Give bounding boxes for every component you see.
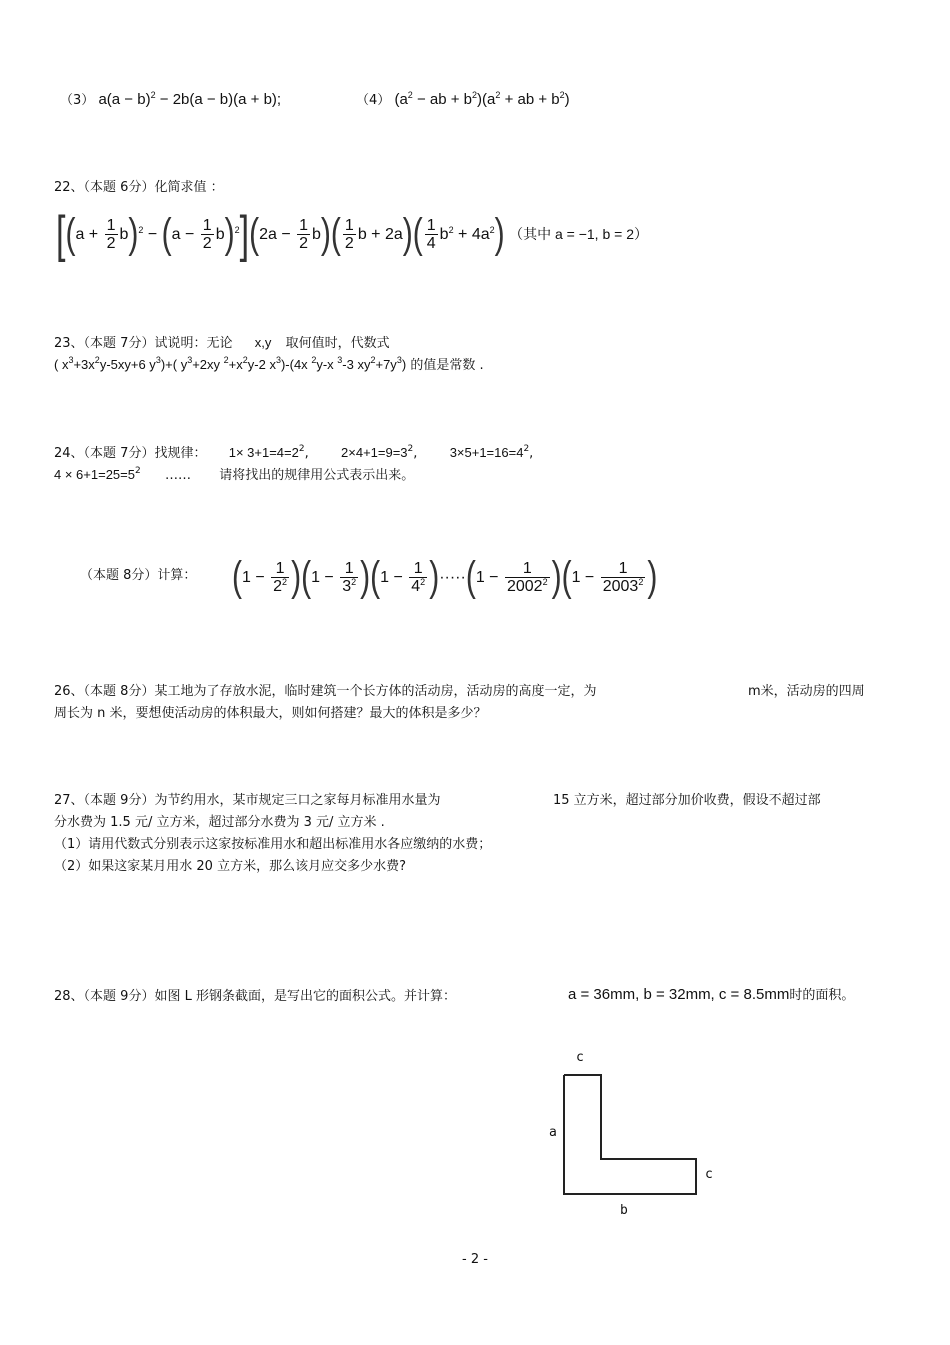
q26-line2: 周长为 n 米，要想使活动房的体积最大，则如何搭建？最大的体积是多少？	[54, 706, 487, 721]
page-number: - 2 -	[462, 1252, 488, 1267]
q24-line2: $4 \times 6+1=25=5^2$ …… 请将找出的规律用公式表示出来。	[54, 466, 415, 483]
q21-part4	[356, 90, 570, 111]
l-shape-outline	[564, 1075, 696, 1194]
q28-line1: 28、（本题 9分）如图 L 形钢条截面，是写出它的面积公式。并计算：	[54, 989, 456, 1004]
fig-label-c-top: c	[576, 1050, 584, 1065]
q27-line4: （2）如果这家某月用水 20 立方米，那么该月应交多少水费?	[54, 859, 406, 874]
q24-instruction: 请将找出的规律用公式表示出来。	[219, 468, 415, 483]
q27-line3: （1）请用代数式分别表示这家按标准用水和超出标准用水各应缴纳的水费；	[54, 837, 492, 852]
q27-line1: 27、（本题 9分）为节约用水，某市规定三口之家每月标准用水量为	[54, 793, 441, 808]
q21-part3	[60, 90, 281, 111]
q28-tail: 时的面积。	[789, 988, 855, 1003]
q22-label: 22、（本题 6分）化简求值 ：	[54, 180, 224, 195]
q22-condition: （其中 a = −1, b = 2）	[509, 226, 648, 242]
q22-expression: [(a + $\frac{1}{2}$ b)$^2$ − (a − $\frac{1}{2}$ b)$^2$](2a − $\frac{1}{2}$ b)( $\frac{1}{2}$ b + 2a)( $\frac{1}{4}$ $b^2 + 4a^2$) （其中 a = −1, b = 2）	[56, 206, 648, 264]
q24-example-2: 2×4+1=9=3	[341, 445, 408, 460]
q23-label: 23、（本题 7分）试说明：无论	[54, 336, 233, 351]
q25-expression: (1 − $\frac{1}{2^2}$ )(1 − $\frac{1}{3^2}$ )(1 − $\frac{1}{4^2}$ )·····(1 − $\frac{1}{2002^2}$ )(1 − $\frac{1}{2003^2}$ )	[232, 553, 658, 601]
q23-line1	[54, 333, 390, 354]
q23-line2	[54, 355, 484, 376]
q24-example-3: 3×5+1=16=4	[449, 445, 524, 460]
q26-line1-text: 26、（本题 8分）某工地为了存放水泥，临时建筑一个长方体的活动房，活动房的高度一定，为	[54, 684, 597, 699]
q26-line1-end: m米，活动房的四周	[748, 684, 865, 699]
q27-line1-b: 15 立方米，超过部分加价收费，假设不超过部	[553, 793, 821, 808]
q27-line2: 分水费为 1.5 元/ 立方米，超过部分水费为 3 元/ 立方米 .	[54, 815, 385, 830]
q21-p4-expression: ($a^2$ − ab + $b^2)(a^2$ + ab + $b^2$)	[394, 90, 570, 108]
q23-tail: 的值是常数 .	[410, 358, 484, 373]
q24-dots: ……	[165, 468, 191, 483]
q25-mid-dots: ·····	[439, 569, 466, 586]
q23-label-rest: 取何值时，代数式	[285, 336, 390, 351]
q21-p3-label: （3）	[60, 93, 95, 108]
q24-example-4: 4 × 6+1=25=5	[54, 467, 135, 482]
q21-p3-expression: $a(a - b)^2 - 2b(a - b)(a + b)$;	[98, 90, 282, 108]
fig-label-b: b	[620, 1203, 628, 1218]
q26-line1	[54, 682, 596, 702]
q28-values-wrap	[568, 985, 854, 1006]
q24-label: 24、（本题 7分）找规律：	[54, 446, 207, 461]
q23-vars: x,y	[254, 335, 272, 350]
q25-label: （本题 8分）计算：	[80, 568, 197, 583]
q24-example-1: 1× 3+1=4=2	[228, 445, 299, 460]
q23-polynomial: ( $x^3+3x^2y-5xy+6$ $y^3)+$( $y^3+2xy$ $^2+x^2y-2$ $x^3)-(4x$ $^2$y-x $^3$-3 $xy^2+7y^3$)	[54, 355, 407, 372]
fig-label-c-right: c	[705, 1167, 713, 1182]
q21-p4-label: （4）	[356, 93, 391, 108]
q28-values: a = 36mm, b = 32mm, c = 8.5mm	[568, 986, 790, 1003]
q24-line1: 24、（本题 7分）找规律： $1\times 3+1=4=2^2$, $2\times 4+1=9=3^2$, $3\times 5+1=16=4^2$,	[54, 444, 534, 461]
fig-label-a: a	[549, 1125, 557, 1140]
l-shape-figure	[540, 1040, 740, 1230]
